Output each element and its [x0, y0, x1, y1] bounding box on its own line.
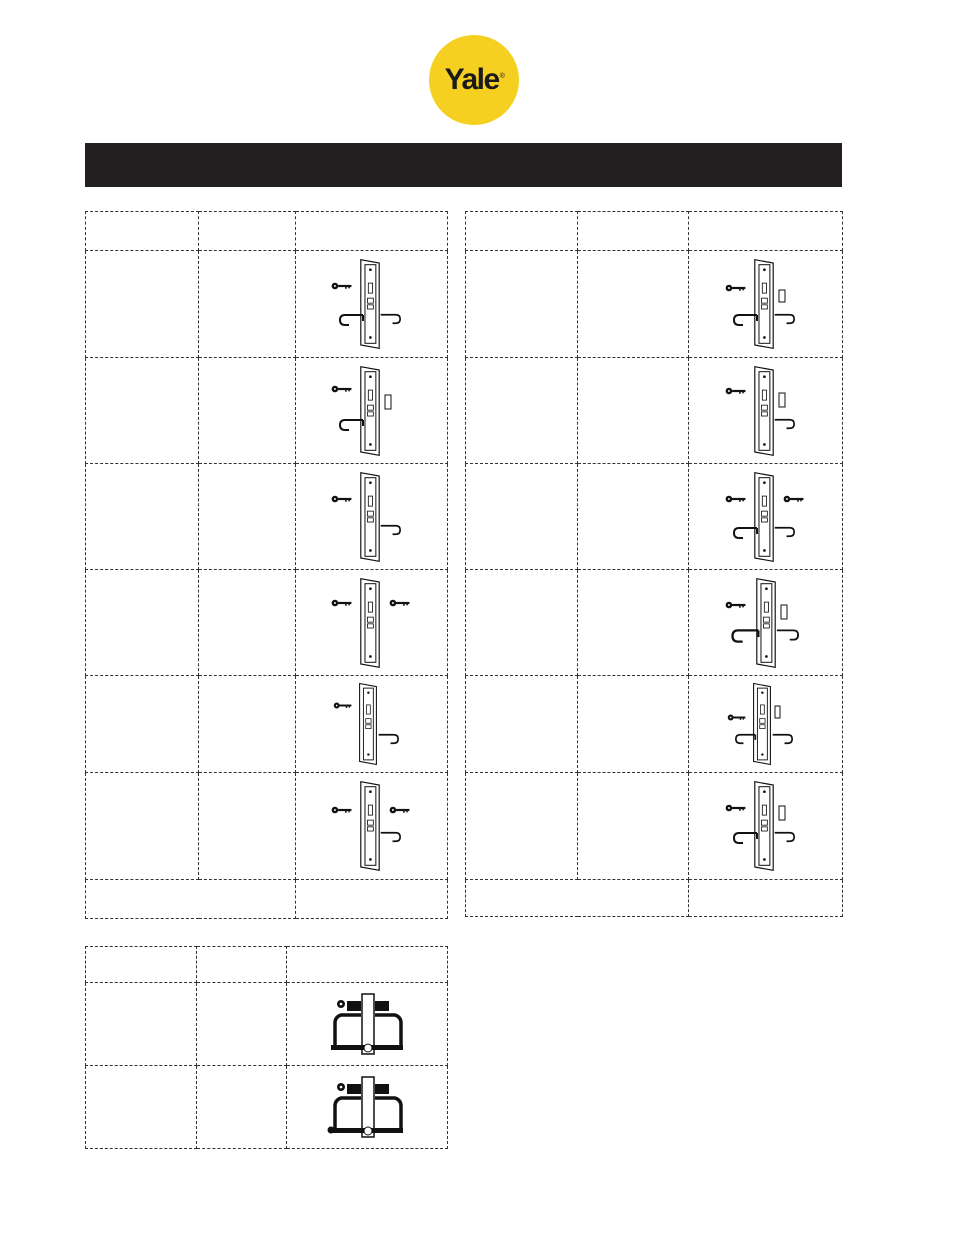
- table-footer-row: [86, 880, 448, 919]
- mortise-lock-icon: [327, 469, 417, 565]
- description-cell: [578, 358, 689, 464]
- header-illustration: [287, 947, 448, 983]
- illustration-cell: [689, 464, 843, 570]
- table-row: [86, 1066, 448, 1149]
- table-row: [466, 676, 843, 773]
- description-cell: [199, 358, 296, 464]
- function-cell: [466, 773, 578, 880]
- illustration-cell: [287, 983, 448, 1066]
- description-cell: [578, 570, 689, 676]
- header-description: [199, 212, 296, 251]
- description-cell: [578, 464, 689, 570]
- mortise-lock-icon: [327, 778, 417, 874]
- mortise-trim-icon: [325, 1076, 409, 1138]
- header-illustration: [689, 212, 843, 251]
- function-cell: [86, 570, 199, 676]
- table-row: [86, 570, 448, 676]
- mortise-lock-icon: [327, 575, 417, 671]
- footer-cell: [296, 880, 448, 919]
- illustration-cell: [689, 358, 843, 464]
- function-cell: [466, 358, 578, 464]
- function-cell: [86, 251, 199, 358]
- table-row: [466, 570, 843, 676]
- function-cell: [466, 464, 578, 570]
- table-row: [86, 983, 448, 1066]
- footer-cell: [466, 880, 689, 917]
- illustration-cell: [689, 570, 843, 676]
- illustration-cell: [296, 570, 448, 676]
- illustration-cell: [287, 1066, 448, 1149]
- mortise-lock-icon: [721, 363, 811, 459]
- header-function: [86, 212, 199, 251]
- mortise-lock-icon: [721, 680, 811, 768]
- header-function: [86, 947, 197, 983]
- mortise-lock-icon: [327, 363, 417, 459]
- illustration-cell: [296, 676, 448, 773]
- description-cell: [578, 773, 689, 880]
- description-cell: [199, 570, 296, 676]
- table-row: [86, 251, 448, 358]
- mortise-lock-icon: [721, 778, 811, 874]
- left-function-table: [85, 211, 448, 919]
- footer-cell: [689, 880, 843, 917]
- description-cell: [199, 251, 296, 358]
- function-cell: [86, 983, 197, 1066]
- function-cell: [86, 1066, 197, 1149]
- trim-function-table: [85, 946, 448, 1149]
- title-bar: [85, 143, 842, 187]
- mortise-lock-icon: [721, 469, 811, 565]
- mortise-lock-icon: [327, 680, 417, 768]
- illustration-cell: [296, 251, 448, 358]
- mortise-trim-icon: [327, 993, 407, 1055]
- function-cell: [466, 676, 578, 773]
- table-header-row: [86, 947, 448, 983]
- table-row: [86, 464, 448, 570]
- header-function: [466, 212, 578, 251]
- footer-cell: [86, 880, 296, 919]
- illustration-cell: [689, 773, 843, 880]
- description-cell: [199, 464, 296, 570]
- logo-text: Yale®: [444, 63, 504, 96]
- header-description: [578, 212, 689, 251]
- table-row: [466, 358, 843, 464]
- table-footer-row: [466, 880, 843, 917]
- mortise-lock-icon: [721, 575, 811, 671]
- function-cell: [466, 570, 578, 676]
- function-cell: [86, 464, 199, 570]
- description-cell: [197, 1066, 287, 1149]
- description-cell: [578, 251, 689, 358]
- illustration-cell: [296, 358, 448, 464]
- header-illustration: [296, 212, 448, 251]
- mortise-lock-icon: [721, 256, 811, 352]
- function-cell: [86, 773, 199, 880]
- table-row: [466, 773, 843, 880]
- table-row: [86, 676, 448, 773]
- function-cell: [86, 676, 199, 773]
- table-row: [466, 464, 843, 570]
- description-cell: [578, 676, 689, 773]
- table-row: [86, 358, 448, 464]
- right-function-table: [465, 211, 843, 917]
- yale-logo: [429, 35, 519, 125]
- function-cell: [86, 358, 199, 464]
- table-row: [466, 251, 843, 358]
- header-description: [197, 947, 287, 983]
- table-header-row: [466, 212, 843, 251]
- illustration-cell: [689, 676, 843, 773]
- description-cell: [199, 773, 296, 880]
- description-cell: [199, 676, 296, 773]
- illustration-cell: [689, 251, 843, 358]
- function-cell: [466, 251, 578, 358]
- table-row: [86, 773, 448, 880]
- description-cell: [197, 983, 287, 1066]
- illustration-cell: [296, 773, 448, 880]
- mortise-lock-icon: [327, 256, 417, 352]
- illustration-cell: [296, 464, 448, 570]
- table-header-row: [86, 212, 448, 251]
